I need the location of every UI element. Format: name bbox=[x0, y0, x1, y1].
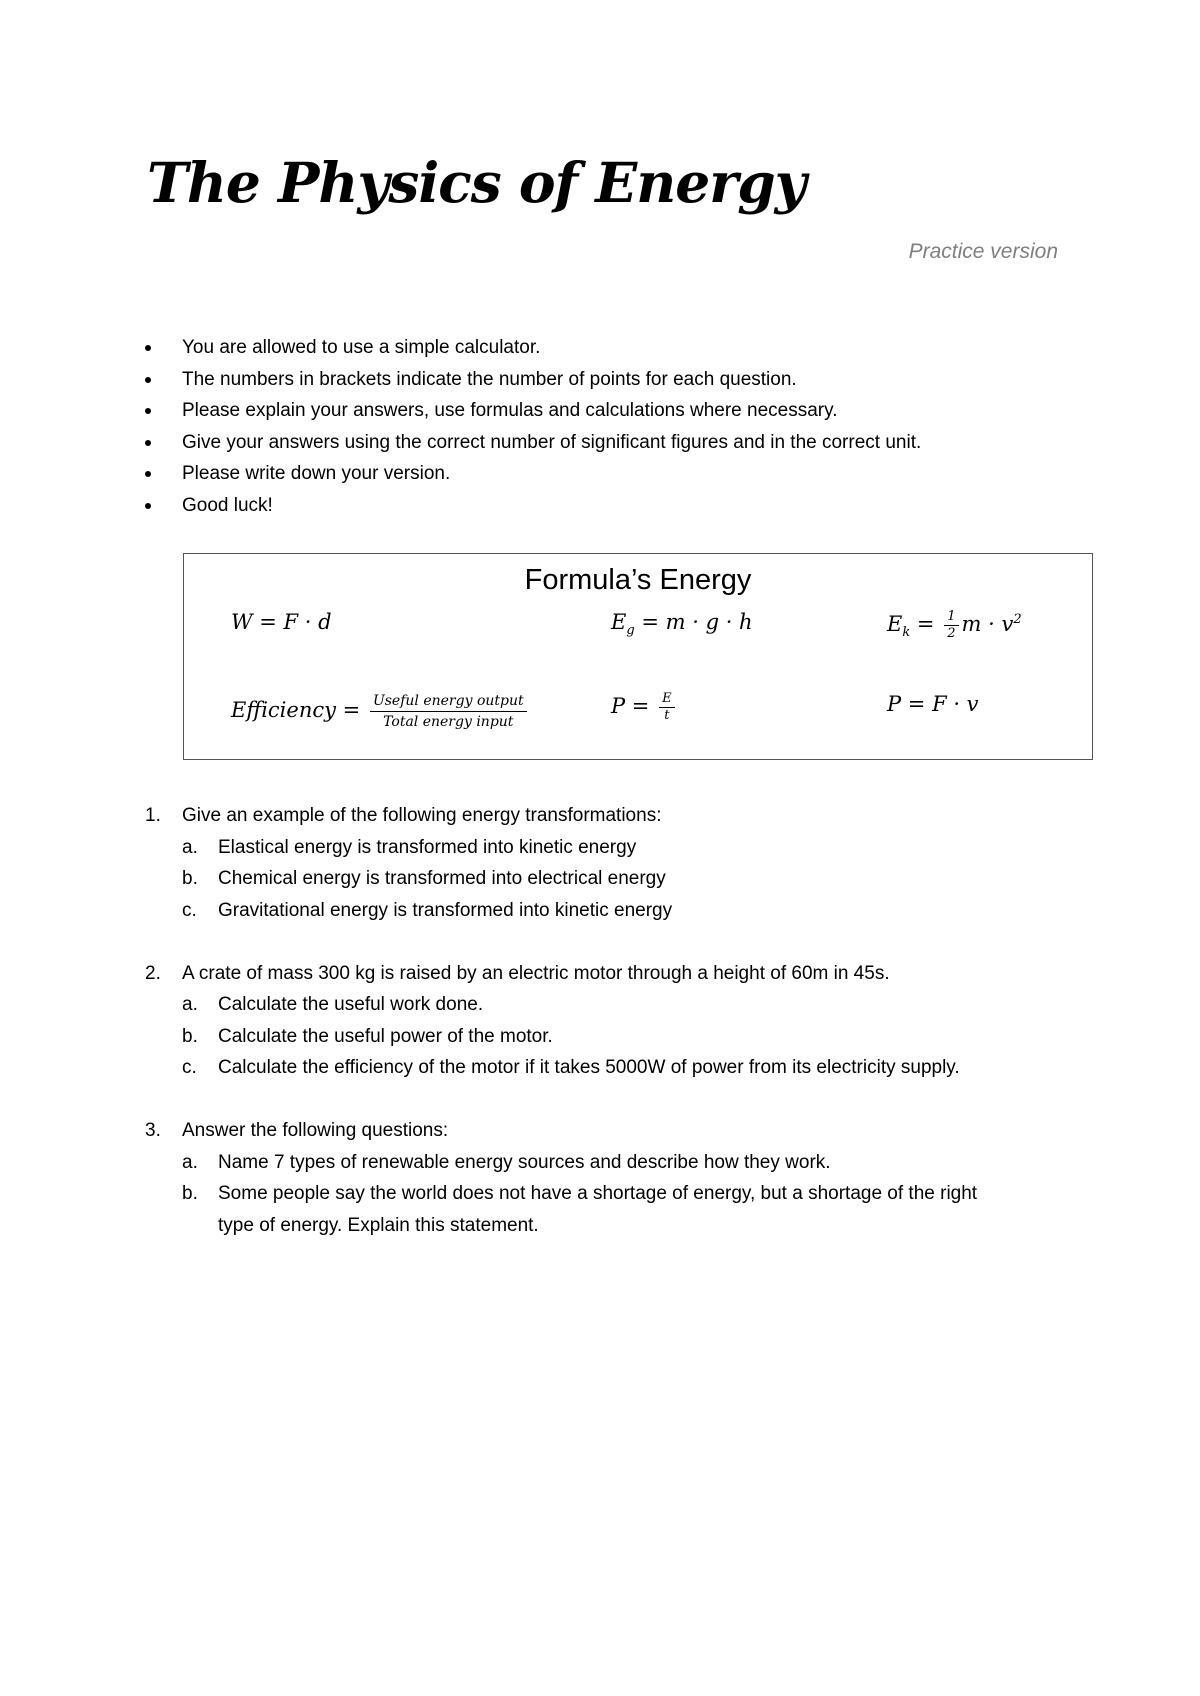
subquestion-item bbox=[182, 1147, 998, 1179]
bullet-icon bbox=[145, 345, 151, 351]
question-text: Answer the following questions: bbox=[182, 1120, 449, 1141]
bullet-icon bbox=[145, 408, 151, 414]
subquestion-text: Elastical energy is transformed into kinetic energy bbox=[218, 836, 637, 858]
instruction-text: You are allowed to use a simple calculator. bbox=[182, 337, 541, 358]
bullet-icon bbox=[145, 471, 151, 477]
subquestion-item bbox=[182, 1052, 998, 1084]
fraction-denominator: Total energy input bbox=[383, 714, 514, 730]
instruction-list bbox=[145, 332, 921, 521]
work-formula: W = F · d bbox=[231, 610, 332, 634]
formula-expression: = m · g · h bbox=[641, 610, 753, 634]
fraction-numerator: 1 bbox=[944, 610, 958, 626]
question-text: Give an example of the following energy transformations: bbox=[182, 805, 662, 826]
subquestion-letter: b. bbox=[182, 1025, 198, 1047]
subquestion-text: Gravitational energy is transformed into kinetic energy bbox=[218, 899, 673, 921]
subquestion-letter: c. bbox=[182, 899, 197, 921]
instruction-text: The numbers in brackets indicate the number of points for each question. bbox=[182, 368, 797, 390]
fraction-numerator: E bbox=[659, 692, 675, 708]
formula-box bbox=[183, 553, 1093, 760]
gravitational-energy-formula bbox=[611, 610, 753, 638]
instruction-item bbox=[145, 395, 921, 427]
subquestion-text: Calculate the useful work done. bbox=[218, 994, 484, 1015]
subquestion-letter: b. bbox=[182, 868, 198, 889]
subquestion-item bbox=[182, 895, 998, 927]
subquestion-item bbox=[182, 1021, 998, 1053]
instruction-item bbox=[145, 364, 921, 396]
formula-symbol: E bbox=[611, 610, 627, 634]
fraction-denominator: 2 bbox=[947, 626, 956, 641]
subquestion-letter: a. bbox=[182, 836, 198, 858]
question-item bbox=[145, 1115, 998, 1241]
question-list bbox=[145, 800, 998, 1273]
formula-subscript: g bbox=[626, 623, 635, 639]
formula-exponent: 2 bbox=[1013, 612, 1022, 627]
bullet-icon bbox=[145, 377, 151, 383]
power-force-formula: P = F · v bbox=[887, 692, 979, 716]
subquestion-letter: a. bbox=[182, 1151, 198, 1173]
power-energy-formula bbox=[611, 692, 678, 723]
question-number: 1. bbox=[145, 805, 161, 826]
subquestion-item bbox=[182, 863, 998, 895]
subquestion-text: Name 7 types of renewable energy sources and describe how they work. bbox=[218, 1151, 831, 1173]
formula-equals: = bbox=[916, 612, 935, 636]
subquestion-item bbox=[182, 1178, 998, 1241]
instruction-text: Please explain your answers, use formulas and calculations where necessary. bbox=[182, 400, 838, 421]
question-item bbox=[145, 800, 998, 926]
subquestion-item bbox=[182, 832, 998, 864]
subquestion-text: Some people say the world does not have a shortage of energy, but a shortage of the right type of energy. Explain this statement. bbox=[218, 1183, 978, 1236]
efficiency-formula bbox=[231, 692, 530, 731]
question-number: 3. bbox=[145, 1120, 161, 1141]
fraction-numerator: Useful energy output bbox=[370, 692, 527, 712]
kinetic-energy-formula bbox=[887, 610, 1022, 641]
question-text: A crate of mass 300 kg is raised by an electric motor through a height of 60m in 45s. bbox=[182, 962, 890, 984]
instruction-text: Good luck! bbox=[182, 494, 273, 516]
formula-symbol: Efficiency = bbox=[231, 698, 361, 722]
fraction bbox=[370, 692, 527, 731]
formula-expression: m · v bbox=[961, 612, 1014, 636]
fraction-denominator: t bbox=[664, 708, 670, 723]
fraction bbox=[659, 692, 675, 723]
subquestion-letter: b. bbox=[182, 1183, 198, 1204]
instruction-item bbox=[145, 427, 921, 459]
formula-symbol: P = bbox=[611, 694, 650, 718]
version-label: Practice version bbox=[908, 240, 1058, 263]
fraction bbox=[944, 610, 958, 641]
instruction-text: Give your answers using the correct number of significant figures and in the correct unit. bbox=[182, 431, 922, 453]
subquestion-letter: c. bbox=[182, 1057, 197, 1078]
subquestion-item bbox=[182, 989, 998, 1021]
subquestion-list bbox=[182, 832, 998, 927]
formula-symbol: E bbox=[887, 612, 903, 636]
instruction-text: Please write down your version. bbox=[182, 463, 451, 484]
subquestion-text: Calculate the efficiency of the motor if it takes 5000W of power from its electricity supply. bbox=[218, 1057, 960, 1078]
instruction-item bbox=[145, 490, 921, 522]
subquestion-list bbox=[182, 989, 998, 1084]
subquestion-text: Chemical energy is transformed into electrical energy bbox=[218, 868, 666, 889]
subquestion-list bbox=[182, 1147, 998, 1242]
subquestion-text: Calculate the useful power of the motor. bbox=[218, 1025, 553, 1047]
question-number: 2. bbox=[145, 962, 161, 984]
subquestion-letter: a. bbox=[182, 994, 198, 1015]
instruction-item bbox=[145, 332, 921, 364]
bullet-icon bbox=[145, 503, 151, 509]
instruction-item bbox=[145, 458, 921, 490]
formula-box-title: Formula’s Energy bbox=[524, 564, 752, 596]
document-title: The Physics of Energy bbox=[147, 150, 806, 215]
question-item bbox=[145, 958, 998, 1084]
bullet-icon bbox=[145, 440, 151, 446]
formula-subscript: k bbox=[902, 625, 911, 641]
